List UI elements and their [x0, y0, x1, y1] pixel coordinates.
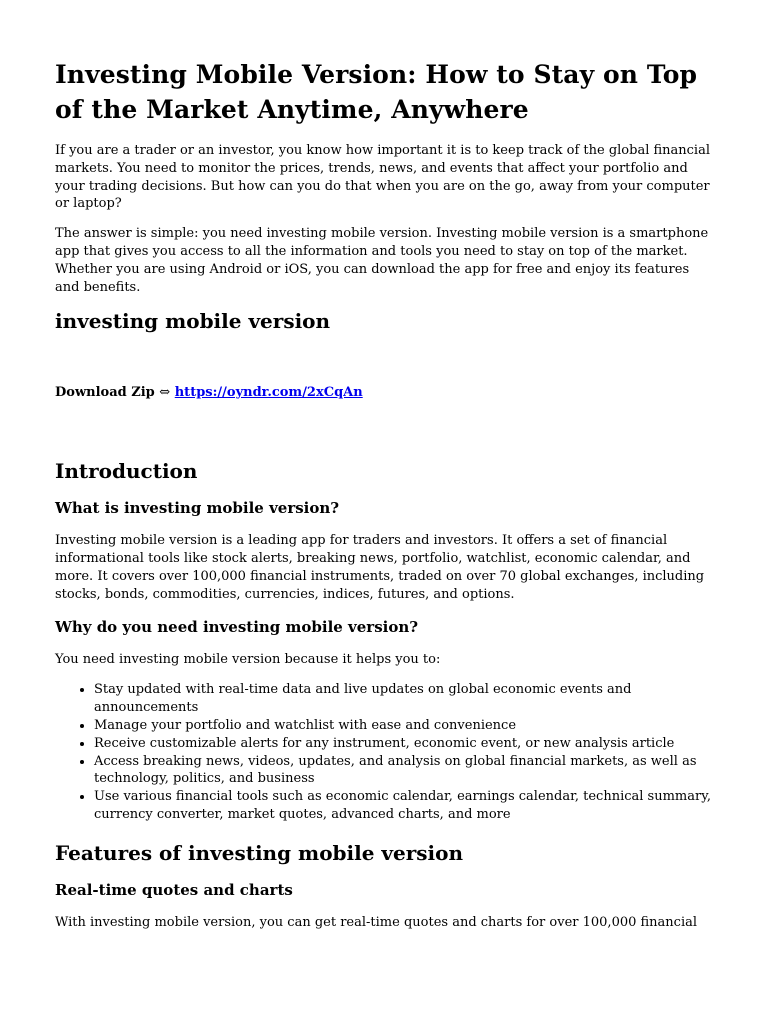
spacer [55, 832, 715, 840]
why-list [55, 681, 715, 823]
keyword-heading: investing mobile version [55, 309, 331, 334]
list-item: • Use various financial tools such as economic calendar, earnings calendar, technical summary, currency converter, market quotes, advanced charts, and more [94, 788, 715, 824]
why-paragraph: You need investing mobile version because it helps you to: [55, 651, 441, 667]
download-line [55, 384, 715, 402]
why-heading: Why do you need investing mobile version? [55, 617, 419, 636]
spacer [55, 402, 715, 458]
list-item: • Access breaking news, videos, updates, and analysis on global financial markets, as well as technology, politics, and business [94, 753, 715, 789]
introduction-heading: Introduction [55, 459, 198, 484]
realtime-heading: Real-time quotes and charts [55, 880, 293, 899]
spacer [55, 334, 715, 384]
features-heading: Features of investing mobile version [55, 840, 464, 865]
download-label: Download Zip [55, 385, 155, 401]
realtime-paragraph: With investing mobile version, you can get real-time quotes and charts for over 100,000 financial [55, 914, 698, 930]
list-item: • Manage your portfolio and watchlist with ease and convenience [94, 717, 715, 735]
list-item: • Stay updated with real-time data and live updates on global economic events and announcements [94, 681, 715, 717]
what-heading: What is investing mobile version? [55, 499, 340, 518]
article-title: Investing Mobile Version: How to Stay on Top of the Market Anytime, Anywhere [55, 60, 698, 124]
list-item: • Receive customizable alerts for any instrument, economic event, or new analysis article [94, 735, 715, 753]
intro-paragraph-2: The answer is simple: you need investing mobile version. Investing mobile version is a smartphone app that gives you access to all the information and tools you need to stay on top of the market. Whether you are using Android or iOS, you can download the app for free and enjoy its features and benefits. [55, 226, 709, 295]
intro-paragraph-1: If you are a trader or an investor, you know how important it is to keep track of the global financial markets. You need to monitor the prices, trends, news, and events that affect your portfolio and your trading decisions. But how can you do that when you are on the go, away from your computer or laptop? [55, 143, 711, 212]
what-paragraph: Investing mobile version is a leading app for traders and investors. It offers a set of financial informational tools like stock alerts, breaking news, portfolio, watchlist, economic calendar, and more. It covers over 100,000 financial instruments, traded on over 70 global exchanges, including stocks, bonds, commodities, currencies, indices, futures, and options. [55, 533, 705, 602]
download-link[interactable]: https://oyndr.com/2xCqAn [174, 385, 363, 401]
download-arrow-icon: ⇔ [159, 385, 171, 401]
